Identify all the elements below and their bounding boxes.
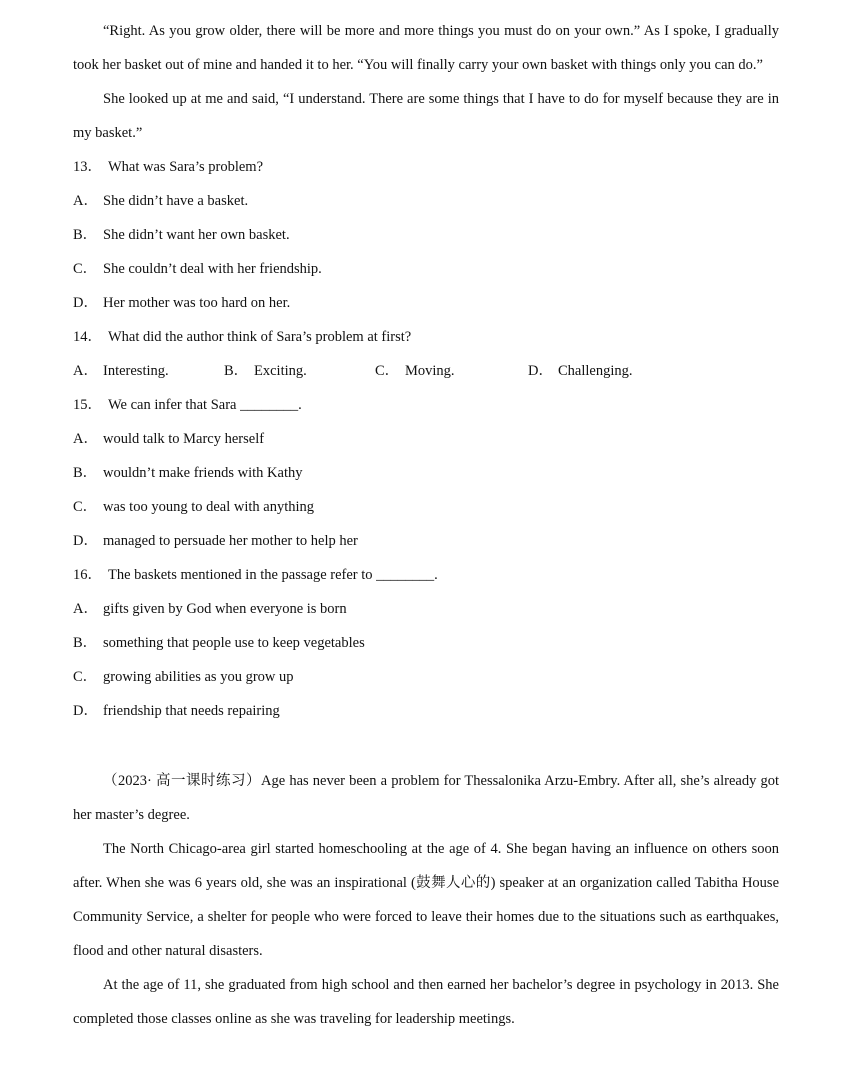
passage-paragraph: The North Chicago-area girl started homeschooling at the age of 4. She began having an influence on others soon after. When she was 6 years old, she was an inspirational (鼓舞人心的) speaker at an organization called Tabitha House Community Service, a shelter for people who were forced to leave their homes due to the situations such as earthquakes, flood and other natural disasters. <box>73 841 779 959</box>
option-label: B． <box>224 363 249 379</box>
option-text: growing abilities as you grow up <box>103 669 294 685</box>
question-number: 13． <box>73 159 102 175</box>
question-stem: What was Sara’s problem? <box>108 159 264 175</box>
option-text: She didn’t want her own basket. <box>103 227 290 243</box>
option-label: A． <box>73 363 98 379</box>
option-text: Moving. <box>405 363 455 379</box>
option-label: C． <box>375 363 400 379</box>
question-13 <box>73 150 779 184</box>
option-label: A． <box>73 601 98 617</box>
passage-paragraph: At the age of 11, she graduated from high school and then earned her bachelor’s degree in psychology in 2013. She completed those classes online as she was traveling for leadership meetings. <box>73 977 779 1027</box>
option-label: D． <box>528 363 553 379</box>
option-b[interactable] <box>73 626 779 660</box>
passage-text: Age has never been a problem for Thessalonika Arzu-Embry. After all, she’s already got her master’s degree. <box>73 773 780 823</box>
option-a[interactable] <box>73 354 224 388</box>
option-text: wouldn’t make friends with Kathy <box>103 465 303 481</box>
option-text: Challenging. <box>558 363 633 379</box>
option-label: B． <box>73 227 98 243</box>
option-b[interactable] <box>73 456 779 490</box>
option-text: friendship that needs repairing <box>103 703 280 719</box>
option-text: would talk to Marcy herself <box>103 431 265 447</box>
option-text: Exciting. <box>254 363 307 379</box>
question-14 <box>73 320 779 354</box>
option-c[interactable] <box>73 252 779 286</box>
option-label: B． <box>73 635 98 651</box>
option-text: managed to persuade her mother to help her <box>103 533 358 549</box>
option-text: She couldn’t deal with her friendship. <box>103 261 322 277</box>
passage-paragraph <box>73 764 779 832</box>
passage-source: （2023· 高一课时练习） <box>103 773 262 789</box>
option-text: was too young to deal with anything <box>103 499 315 515</box>
option-label: A． <box>73 431 98 447</box>
option-a[interactable] <box>73 422 779 456</box>
section-spacer <box>73 728 779 764</box>
option-a[interactable] <box>73 184 779 218</box>
option-label: D． <box>73 533 98 549</box>
option-label: C． <box>73 499 98 515</box>
passage-paragraph: She looked up at me and said, “I understand. There are some things that I have to do for myself because they are in my basket.” <box>73 91 779 141</box>
options-row <box>73 354 779 388</box>
option-c[interactable] <box>375 354 528 388</box>
option-label: D． <box>73 703 98 719</box>
option-label: A． <box>73 193 98 209</box>
option-b[interactable] <box>224 354 375 388</box>
passage-paragraph: “Right. As you grow older, there will be more and more things you must do on your own.” As I spoke, I gradually took her basket out of mine and handed it to her. “You will finally carry your own basket with things only you can do.” <box>73 23 779 73</box>
option-d[interactable] <box>528 354 633 388</box>
question-number: 15． <box>73 397 102 413</box>
option-b[interactable] <box>73 218 779 252</box>
option-label: C． <box>73 261 98 277</box>
option-label: D． <box>73 295 98 311</box>
option-text: Interesting. <box>103 363 169 379</box>
option-text: Her mother was too hard on her. <box>103 295 291 311</box>
question-15 <box>73 388 779 422</box>
option-d[interactable] <box>73 286 779 320</box>
option-text: something that people use to keep vegetables <box>103 635 365 651</box>
option-label: B． <box>73 465 98 481</box>
document-page <box>73 14 779 1036</box>
option-d[interactable] <box>73 524 779 558</box>
option-text: gifts given by God when everyone is born <box>103 601 347 617</box>
option-d[interactable] <box>73 694 779 728</box>
question-stem: The baskets mentioned in the passage refer to ________. <box>108 567 438 583</box>
option-label: C． <box>73 669 98 685</box>
question-number: 14． <box>73 329 102 345</box>
option-c[interactable] <box>73 490 779 524</box>
question-16 <box>73 558 779 592</box>
option-a[interactable] <box>73 592 779 626</box>
question-stem: We can infer that Sara ________. <box>108 397 302 413</box>
question-stem: What did the author think of Sara’s problem at first? <box>108 329 412 345</box>
question-number: 16． <box>73 567 102 583</box>
option-c[interactable] <box>73 660 779 694</box>
option-text: She didn’t have a basket. <box>103 193 249 209</box>
